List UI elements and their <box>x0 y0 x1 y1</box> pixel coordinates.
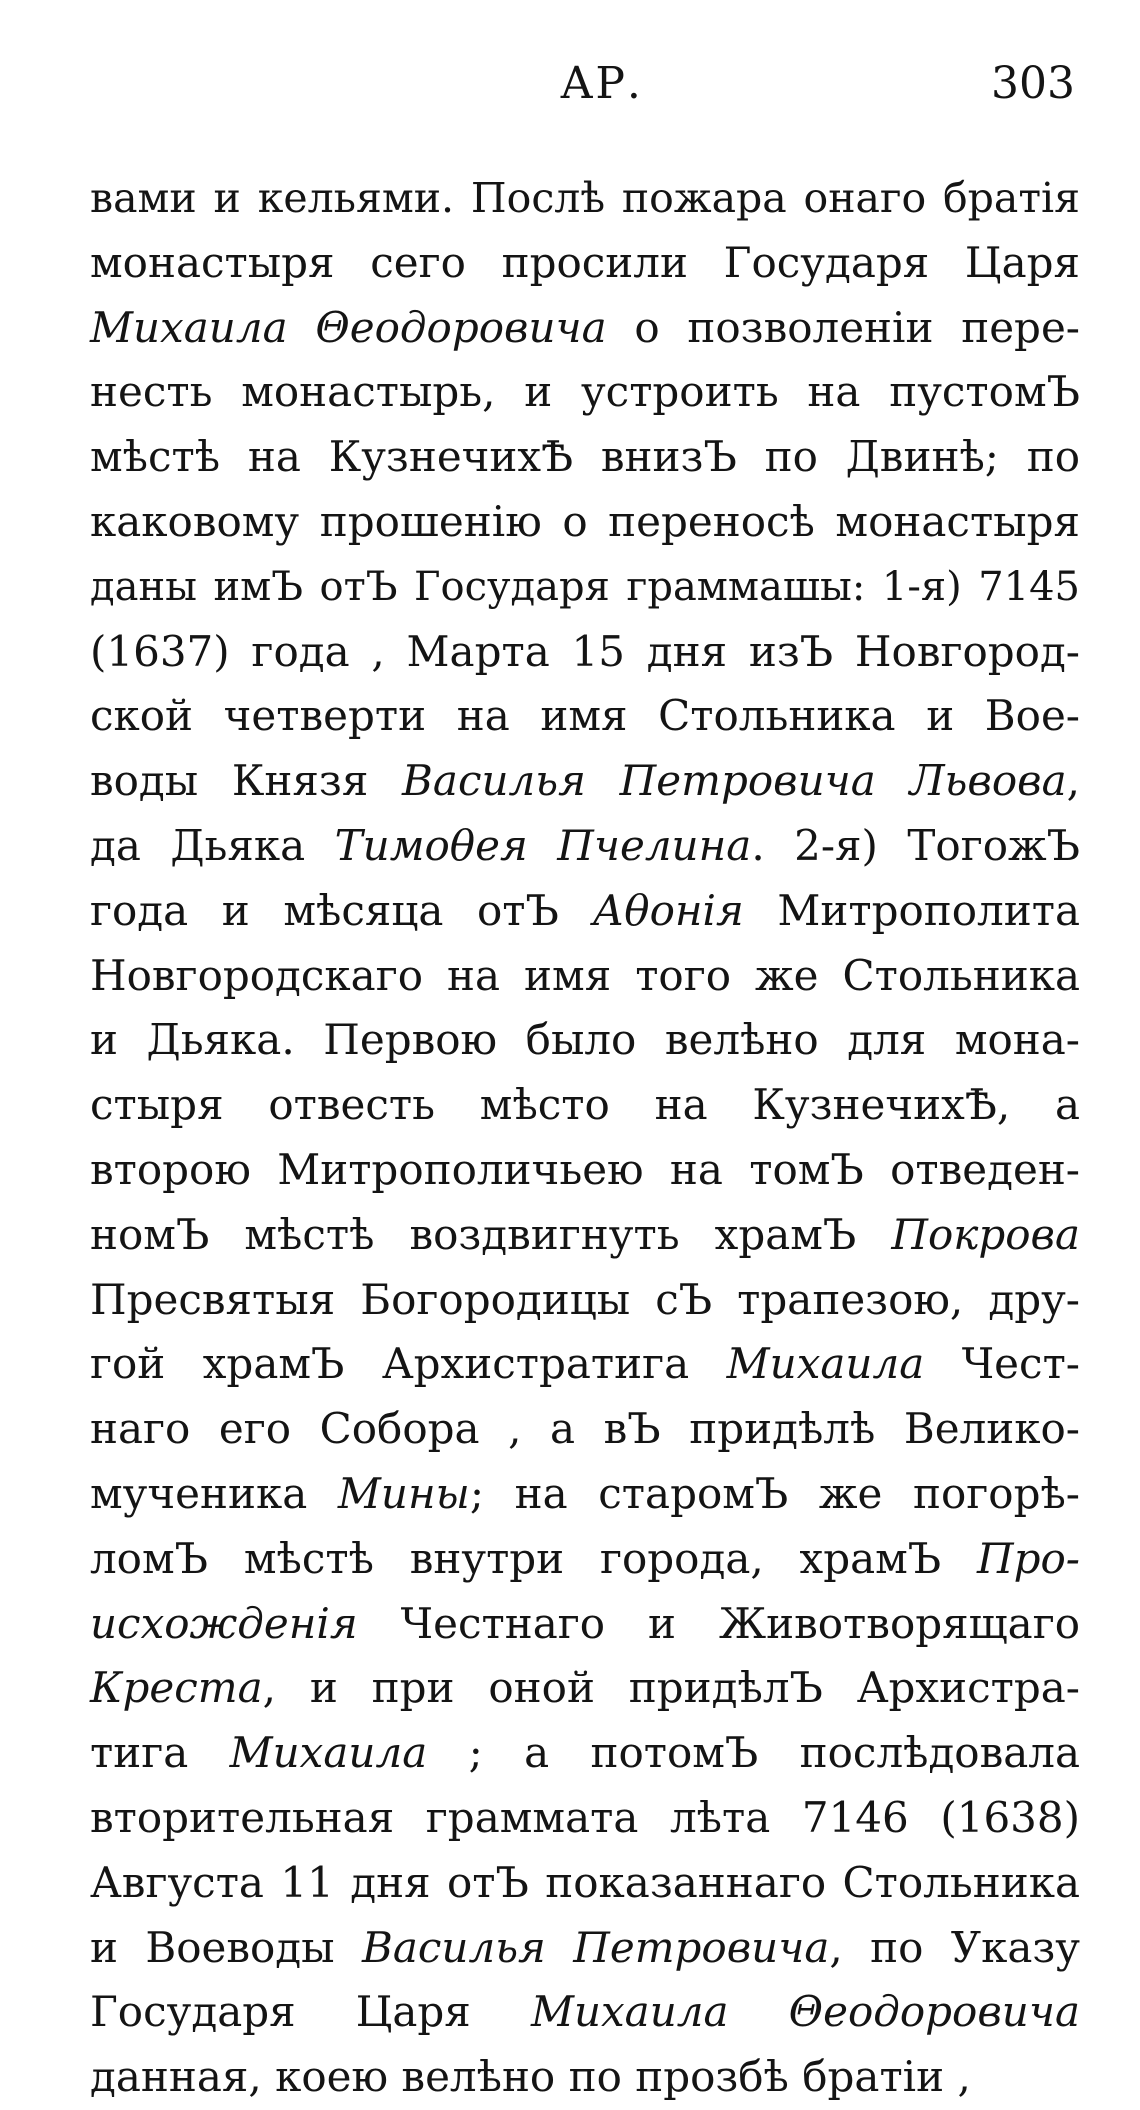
text-line <box>90 1073 1080 1138</box>
running-head-title: АР. <box>560 58 643 109</box>
text-line <box>90 879 1080 944</box>
text-segment: второю Митрополичьею на томЪ отведен- <box>90 1144 1080 1194</box>
text-segment: Августа 11 дня отЪ показаннаго Стольника <box>90 1857 1080 1907</box>
text-segment: вторительная граммата лѣта 7146 (1638) <box>90 1792 1080 1842</box>
text-segment: монастыря сего просили Государя Царя <box>90 237 1080 287</box>
italic-name: Креста <box>90 1663 263 1713</box>
italic-name: Михаила <box>229 1728 428 1778</box>
text-segment: и Воеводы <box>90 1922 362 1972</box>
text-line <box>90 1008 1080 1073</box>
text-line <box>90 1397 1080 1462</box>
text-segment: , <box>1066 756 1080 806</box>
text-segment: каковому прошенiю о переносѣ монастыря <box>90 496 1080 546</box>
text-line <box>90 231 1080 296</box>
text-line <box>90 166 1080 231</box>
text-segment: данная, коею велѣно по прозбѣ братiи , <box>90 2052 971 2102</box>
text-line <box>90 684 1080 749</box>
italic-name: Михаила Θеодоровича <box>530 1987 1080 2037</box>
text-segment: гой храмЪ Архистратига <box>90 1339 727 1389</box>
text-segment: вами и кельями. Послѣ пожара онаго братiя <box>90 174 1080 222</box>
text-segment: Честнаго и Животворящаго <box>357 1598 1080 1648</box>
italic-name: Михаила <box>726 1339 925 1389</box>
text-segment: несть монастырь, и устроить на пустомЪ <box>90 367 1080 417</box>
text-segment: тига <box>90 1728 230 1778</box>
text-segment: и Дьяка. Первою было велѣно для мона- <box>90 1015 1080 1065</box>
text-segment: Митрополита <box>743 885 1080 935</box>
text-line <box>90 749 1080 814</box>
text-segment: мученика <box>90 1468 338 1518</box>
italic-name: Василья Петровича Львова <box>402 756 1067 806</box>
text-segment: Пресвятыя Богородицы сЪ трапезою, дру- <box>90 1274 1080 1324</box>
text-line <box>90 814 1080 879</box>
text-segment: года и мѣсяца отЪ <box>90 885 593 935</box>
text-segment: . 2-я) ТогожЪ <box>751 820 1080 870</box>
text-line <box>90 490 1080 555</box>
body-text <box>90 166 1080 2110</box>
text-segment: да Дьяка <box>90 820 335 870</box>
text-line <box>90 1527 1080 1592</box>
text-segment: наго его Собора , а вЪ придѣлѣ Велико- <box>90 1404 1080 1454</box>
italic-name: Мины <box>337 1468 470 1518</box>
italic-name: Михаила Θеодоровича <box>90 302 607 352</box>
text-segment: ; а потомЪ послѣдовала <box>427 1728 1081 1778</box>
text-segment: мѣстѣ на КузнечихѢ внизЪ по Двинѣ; по <box>90 432 1080 482</box>
italic-name: Василья Петровича <box>361 1922 830 1972</box>
italic-name: Про- <box>977 1533 1080 1583</box>
page-number: 303 <box>991 58 1075 109</box>
text-line <box>90 1332 1080 1397</box>
text-line <box>90 620 1080 685</box>
text-line <box>90 1721 1080 1786</box>
text-segment: ской четверти на имя Стольника и Вое- <box>90 691 1080 741</box>
running-header <box>90 58 1075 128</box>
text-line <box>90 2045 1080 2110</box>
text-line <box>90 1916 1080 1981</box>
text-segment: , по Указу <box>829 1922 1081 1972</box>
text-segment: номЪ мѣстѣ воздвигнуть храмЪ <box>90 1209 892 1259</box>
text-segment: , и при оной придѣлЪ Архистра- <box>262 1663 1080 1713</box>
text-line <box>90 360 1080 425</box>
text-segment: Государя Царя <box>90 1987 531 2037</box>
text-segment: Новгородскаго на имя того же Стольника <box>90 950 1080 1000</box>
text-line <box>90 425 1080 490</box>
text-line <box>90 555 1080 620</box>
text-segment: воды Князя <box>90 756 403 806</box>
text-line <box>90 944 1080 1009</box>
text-segment: ; на старомЪ же погорѣ- <box>469 1468 1080 1518</box>
text-line <box>90 296 1080 361</box>
italic-name: исхожденiя <box>90 1598 358 1648</box>
text-line <box>90 1462 1080 1527</box>
text-segment: Чест- <box>924 1339 1080 1389</box>
text-segment: стыря отвесть мѣсто на КузнечихѢ, а <box>90 1080 1080 1130</box>
text-line <box>90 1786 1080 1851</box>
text-line <box>90 1203 1080 1268</box>
text-segment: ломЪ мѣстѣ внутри города, храмЪ <box>90 1533 977 1583</box>
text-segment: (1637) года , Марта 15 дня изЪ Новгород- <box>90 626 1080 676</box>
text-line <box>90 1656 1080 1721</box>
text-line <box>90 1980 1080 2045</box>
italic-name: Тимоθея Пчелина <box>334 820 752 870</box>
text-line <box>90 1138 1080 1203</box>
text-line <box>90 1851 1080 1916</box>
italic-name: Аθонiя <box>592 885 744 935</box>
italic-name: Покрова <box>891 1209 1080 1259</box>
text-segment: даны имЪ отЪ Государя граммашы: 1-я) 7145 <box>90 563 1080 610</box>
text-line <box>90 1268 1080 1333</box>
text-line <box>90 1592 1080 1657</box>
text-segment: о позволенiи пере- <box>606 302 1080 352</box>
